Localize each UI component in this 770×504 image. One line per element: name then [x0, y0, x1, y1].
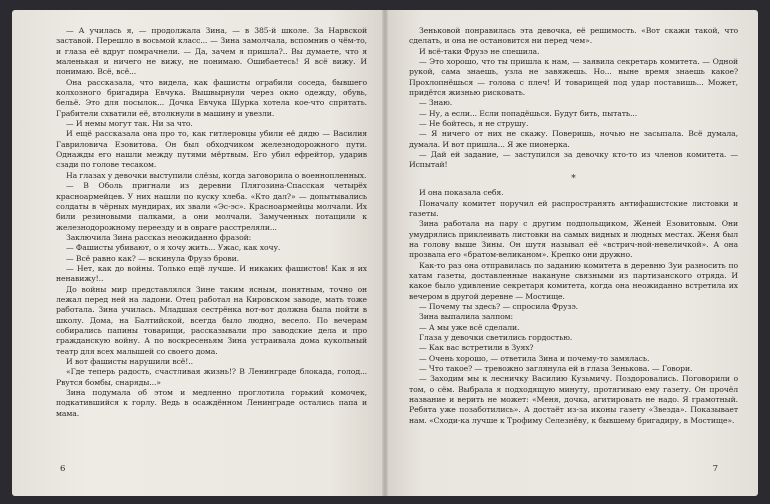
- paragraph: — Что такое? — тревожно заглянула ей в глаза Зенькова. — Говори.: [419, 364, 693, 373]
- paragraph: «Где теперь радость, счастливая жизнь!? В Ленинграде блокада, голод... Рвутся бомбы, снаряды...»: [56, 367, 367, 387]
- paragraph: — Не бойтесь, я не струшу.: [419, 119, 529, 129]
- paragraph: — Почему ты здесь? — спросила Фрузэ.: [419, 301, 579, 311]
- paragraph: И вот фашисты нарушили всё!..: [66, 357, 193, 366]
- paragraph: — А мы уже всё сделали.: [419, 322, 520, 332]
- paragraph: Она рассказала, что видела, как фашисты ограбили соседа, бывшего колхозного бригадира Евчука. Вышвырнули через окно одежду, обувь, бельё. Это для посылок... Дочка Евчука Шурка хотела кое-что спрятать. Грабители схватили её, втолкнули в машину и увезли.: [56, 77, 367, 118]
- page-number-left: 6: [60, 464, 66, 474]
- paragraph: Как-то раз она отправилась по заданию комитета в деревню Зуи разносить по хатам газеты, доставленные накануне связными из партизанского отряда. И какое было удивление секретаря комитета, когда она неожиданно встретила их вечером в другой деревне — Мостище.: [409, 260, 738, 301]
- paragraph: — Ну, а если... Если попадёшься. Будут бить, пытать...: [419, 108, 638, 118]
- paragraph: — Заходим мы к лесничку Василию Кузьмичу. Поздоровались. Поговорили о том, о сём. Выбрала я подходящую минуту, протягиваю ему газету. Он прочёл название и верить не может: «Меня, дочка, агитировать не надо. Я грамотный. Ребята уже позаботились». А достаёт из-за иконы газету «Звезда». Показывает нам. «Сходи-ка лучше к Трофиму Селезнёву, к бывшему бригадиру, в Мостище».: [409, 374, 738, 425]
- paragraph: Поначалу комитет поручил ей распространять антифашистские листовки и газеты.: [409, 198, 738, 218]
- paragraph: — А училась я, — продолжала Зина, — в 385-й школе. За Нарвской заставой. Перешло в восьмой класс... — Зина замолчала, вспомнив о чём-то, и глаза её вдруг помрачнели. — Да, зачем я пришла?.. Вы думаете, что я маленькая и ничего не вижу, не понимаю. Ошибаетесь! Я всё вижу. И понимаю. Всё, всё...: [56, 26, 367, 77]
- paragraph: — И немы могут так. Ни за что.: [66, 119, 193, 129]
- paragraph: — Знаю.: [419, 98, 453, 108]
- paragraph: — Я ничего от них не скажу. Поверишь, ночью не засыпала. Всё думала, думала. И вот пришла... Я же пионерка.: [409, 129, 738, 149]
- paragraph: — Это хорошо, что ты пришла к нам, — заявила секретарь комитета. — Одной рукой, сама знаешь, узла не завяжешь. Но... ныне время знаешь какое? Прохлопнёшься — голова с плеч! И товарищей под удар поставишь... Может, придётся жизнью рисковать.: [409, 57, 738, 98]
- left-page: [12, 10, 385, 496]
- paragraph: — Всё равно как? — вскинула Фрузэ брови.: [66, 253, 239, 263]
- book-gutter: [382, 10, 388, 496]
- page-number-right: 7: [712, 464, 718, 474]
- paragraph: — Фашисты убивают, о я хочу жить... Ужас, как хочу.: [66, 243, 281, 253]
- paragraph: Зина работала на пару с другим подпольщиком, Женей Езовитовым. Они умудрялись приклеивать листовки на самых видных и людных местах. Женя был на голову выше Зины. Он шутя называл её «встрич-ной-невеличкой». А она прозвала его «братом-великаном». Крепко они дружно.: [409, 219, 738, 260]
- paragraph: Зина подумала об этом и медленно проглотила горький комочек, подкатившийся к горлу. Ведь в осаждённом Ленинграде остались папа и мама.: [56, 388, 367, 418]
- right-page-text: [409, 26, 738, 426]
- paragraph: — Нет, как до войны. Только ещё лучше. И никаких фашистов! Как я их ненавижу!..: [56, 263, 367, 284]
- right-page: [385, 10, 758, 496]
- paragraph: И всё-таки Фрузэ не спешила.: [419, 46, 540, 56]
- paragraph: — Дай ей задание, — заступился за девочку кто-то из членов комитета. — Испытай!: [409, 150, 738, 170]
- paragraph: Зеньковой понравилась эта девочка, её решимость. «Вот скажи такой, что сделать, и она не остановится ни перед чем».: [409, 26, 738, 46]
- paragraph: И она показала себя.: [419, 188, 504, 198]
- paragraph: — В Оболь пригнали из деревни Плягозина-Спасская четырёх красноармейцев. У них нашли по куску хлеба. «Кто дал?» — допытывались солдаты в чёрных мундирах, их звали «Эс-эс». Красноармейцы молчали. Их били резиновыми палками, а они молчали. Замученных потащили к железнодорожному переезду и в овраге расстреляли...: [56, 181, 367, 232]
- paragraph: — Очень хорошо, — ответила Зина и почему-то замялась.: [419, 353, 650, 363]
- paragraph: Заключила Зина рассказ неожиданно фразой:: [66, 232, 252, 242]
- paragraph: На глазах у девочки выступили слёзы, когда заговорила о военнопленных.: [66, 170, 367, 180]
- left-page-text: [56, 26, 367, 419]
- section-divider-star: *: [571, 173, 576, 184]
- paragraph: Зина выпалила залпом:: [419, 312, 514, 322]
- book-spread: [12, 10, 758, 496]
- paragraph: И ещё рассказала она про то, как гитлеровцы убили её дядю — Василия Гавриловича Езовитова. Он был обходчиком железнодорожного пути. Однажды его нашли между путями мёртвым. Его убил ефрейтор, ударив сзади по голове тесаком.: [56, 129, 367, 170]
- paragraph: — Как вас встретили в Зуях?: [419, 343, 534, 353]
- paragraph: До войны мир представлялся Зине таким ясным, понятным, точно он лежал перед ней на ладони. Отец работал на Кировском заводе, мать тоже работала. Зина училась. Младшая сестрёнка вот-вот должна была пойти в школу. Дома, на Балтийской, всегда было людно, весело. По вечерам собирались папины товарищи, рассказывали про заводские дела и про гражданскую войну. А по воскресеньям Зина устраивала дома кукольный театр для всех малышей со своего дома.: [56, 284, 367, 356]
- paragraph: Глаза у девочки светились гордостью.: [419, 332, 573, 342]
